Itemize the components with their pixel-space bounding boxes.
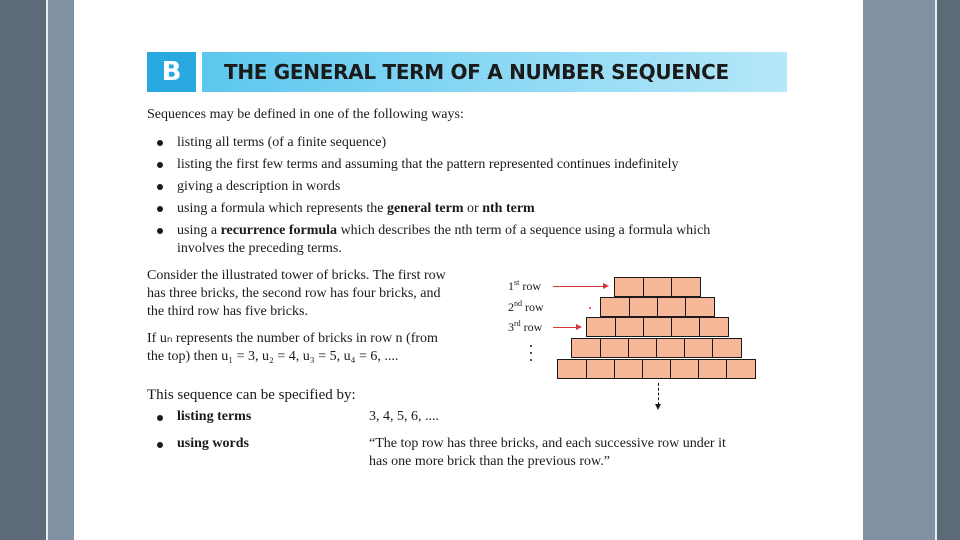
method-listing-value: 3, 4, 5, 6, .... xyxy=(369,409,439,424)
way-item-5: using a recurrence formula which describes the nth term of a sequence using a formula which xyxy=(177,223,711,238)
brick-row-5 xyxy=(557,359,756,379)
way-item-2: listing the first few terms and assuming that the pattern represented continues indefinitely xyxy=(177,157,679,172)
brick xyxy=(586,317,616,337)
ellipsis-dot xyxy=(530,359,532,361)
brick xyxy=(557,359,587,379)
way-item-3: giving a description in words xyxy=(177,179,341,194)
brick xyxy=(643,277,672,297)
method-words-value-line-2: has one more brick than the previous row.” xyxy=(369,454,610,469)
general-term-bold: general term xyxy=(386,201,464,216)
way-item-1: listing all terms (of a finite sequence) xyxy=(177,135,387,150)
intro-text: Sequences may be defined in one of the following ways: xyxy=(147,107,464,122)
row-3-label: 3rd row xyxy=(508,319,543,334)
brick xyxy=(614,277,644,297)
brick xyxy=(656,338,685,358)
brick xyxy=(671,317,700,337)
bullet-dot xyxy=(157,415,163,421)
brick xyxy=(600,338,629,358)
brick xyxy=(600,297,630,317)
brick-row-2 xyxy=(600,297,715,317)
consider-line-1: Consider the illustrated tower of bricks. The first row xyxy=(147,268,446,283)
brick xyxy=(671,277,701,297)
left-border-light xyxy=(48,0,74,540)
bullet-dot xyxy=(157,140,163,146)
brick xyxy=(629,297,658,317)
brick xyxy=(643,317,672,337)
brick-row-4 xyxy=(571,338,742,358)
bullet-dot xyxy=(157,162,163,168)
recurrence-formula-bold: recurrence formula xyxy=(220,223,338,238)
method-listing-label: listing terms xyxy=(177,409,252,424)
brick xyxy=(684,338,713,358)
brick-row-1 xyxy=(614,277,701,297)
row-1-arrowhead xyxy=(603,283,609,289)
row-3-arrow xyxy=(553,327,577,328)
row-3-arrowhead xyxy=(576,324,582,330)
brick xyxy=(726,359,756,379)
row-2-label: 2nd row xyxy=(508,299,544,314)
bullet-dot xyxy=(157,184,163,190)
way-item-4: using a formula which represents the general term or nth term xyxy=(177,201,535,216)
brick xyxy=(712,338,742,358)
row-2-marker xyxy=(589,307,591,309)
consider-line-2: has three bricks, the second row has four bricks, and xyxy=(147,286,441,301)
down-arrow-icon xyxy=(655,404,661,410)
brick xyxy=(614,359,643,379)
right-border-dark xyxy=(937,0,960,540)
down-arrow-shaft xyxy=(658,383,660,405)
section-title: THE GENERAL TERM OF A NUMBER SEQUENCE xyxy=(224,60,729,84)
way-item-5-continuation: involves the preceding terms. xyxy=(177,241,342,256)
bullet-dot xyxy=(157,442,163,448)
left-border-dark xyxy=(0,0,46,540)
brick xyxy=(586,359,615,379)
brick xyxy=(699,317,729,337)
consider-line-3: the third row has five bricks. xyxy=(147,304,308,319)
row-1-arrow xyxy=(553,286,605,287)
brick xyxy=(670,359,699,379)
brick-row-3 xyxy=(586,317,729,337)
section-letter-badge: B xyxy=(147,52,196,92)
ellipsis-dot xyxy=(530,345,532,347)
brick xyxy=(698,359,727,379)
right-border-light xyxy=(863,0,935,540)
brick xyxy=(657,297,686,317)
definition-line-1: If uₙ represents the number of bricks in row n (from xyxy=(147,331,438,346)
brick xyxy=(615,317,644,337)
ellipsis-dot xyxy=(530,352,532,354)
bullet-dot xyxy=(157,228,163,234)
bullet-dot xyxy=(157,206,163,212)
section-heading-bar xyxy=(202,52,787,92)
specified-heading: This sequence can be specified by: xyxy=(147,387,356,403)
row-1-label: 1st row xyxy=(508,278,542,293)
method-words-label: using words xyxy=(177,436,249,451)
definition-line-2: the top) then u₁ = 3, u₂ = 4, u₃ = 5, u₄ = 6, .... xyxy=(147,349,399,364)
nth-term-bold: nth term xyxy=(482,201,535,216)
brick xyxy=(628,338,657,358)
brick xyxy=(685,297,715,317)
brick xyxy=(571,338,601,358)
brick xyxy=(642,359,671,379)
method-words-value-line-1: “The top row has three bricks, and each successive row under it xyxy=(369,436,726,451)
